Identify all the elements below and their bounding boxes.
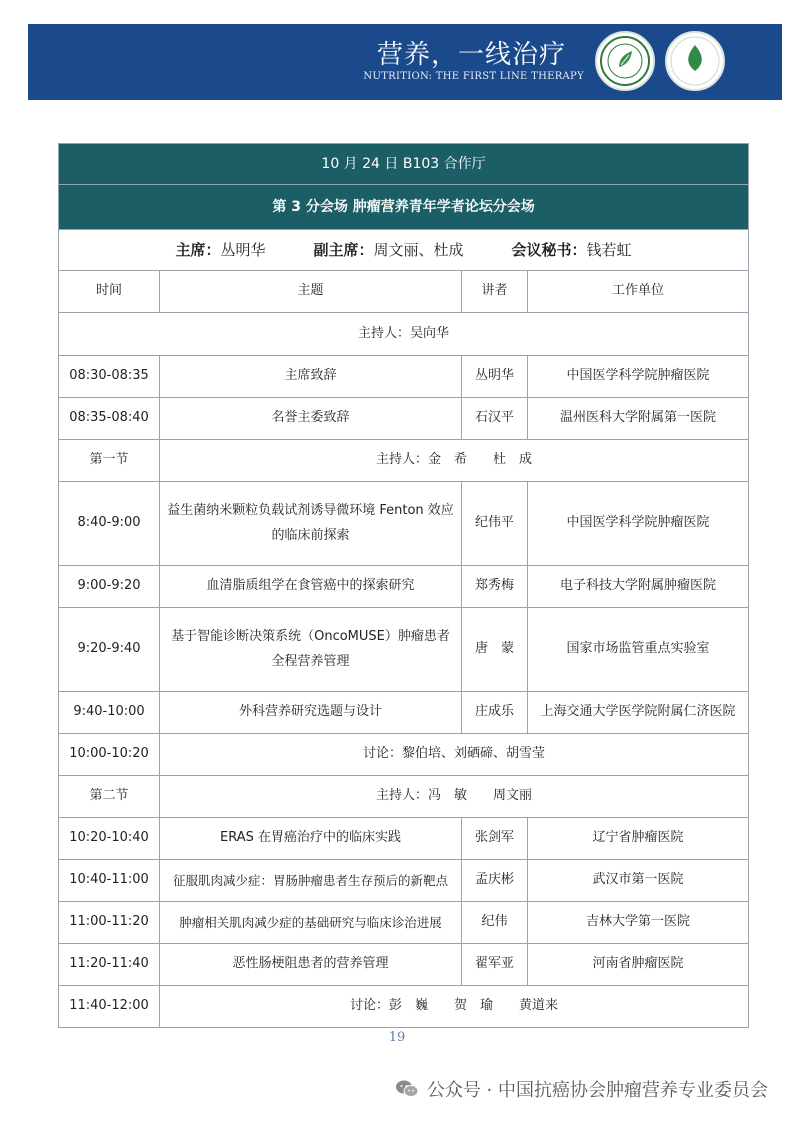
talk-time: 9:40-10:00 xyxy=(59,692,160,734)
talk-org: 吉林大学第一医院 xyxy=(528,902,749,944)
talk-time: 08:35-08:40 xyxy=(59,398,160,440)
table-row xyxy=(59,356,749,398)
chairs-row xyxy=(59,230,749,271)
wechat-icon xyxy=(395,1079,419,1099)
section1-label: 第一节 xyxy=(59,440,160,482)
talk-speaker: 翟军亚 xyxy=(462,944,528,986)
talk-topic: 肿瘤相关肌肉减少症的基础研究与临床诊治进展 xyxy=(160,902,462,944)
secretary-name: 钱若虹 xyxy=(586,240,632,259)
talk-org: 河南省肿瘤医院 xyxy=(528,944,749,986)
talk-speaker: 纪伟平 xyxy=(462,482,528,566)
talk-org: 中国医学科学院肿瘤医院 xyxy=(528,482,749,566)
talk-topic: 征服肌肉减少症：胃肠肿瘤患者生存预后的新靶点 xyxy=(160,860,462,902)
section-header-row xyxy=(59,440,749,482)
talk-time: 9:20-9:40 xyxy=(59,608,160,692)
talk-org: 上海交通大学医学院附属仁济医院 xyxy=(528,692,749,734)
host-main: 主持人：吴向华 xyxy=(59,313,749,356)
section2-host: 主持人：冯 敏 周文丽 xyxy=(160,776,749,818)
header-banner xyxy=(28,24,782,100)
banner-subtitle: NUTRITION: THE FIRST LINE THERAPY xyxy=(363,71,584,82)
talk-topic: 益生菌纳米颗粒负载试剂诱导微环境 Fenton 效应的临床前探索 xyxy=(160,482,462,566)
talk-org: 辽宁省肿瘤医院 xyxy=(528,818,749,860)
chair-name: 丛明华 xyxy=(220,240,266,259)
discussion-time: 11:40-12:00 xyxy=(59,986,160,1028)
talk-speaker: 丛明华 xyxy=(462,356,528,398)
table-row xyxy=(59,902,749,944)
talk-speaker: 唐 蒙 xyxy=(462,608,528,692)
discussion-panel: 讨论：彭 巍 贺 瑜 黄道来 xyxy=(160,986,749,1028)
talk-topic: 名誉主委致辞 xyxy=(160,398,462,440)
talk-speaker: 郑秀梅 xyxy=(462,566,528,608)
date-venue: 10 月 24 日 B103 合作厅 xyxy=(59,144,749,185)
host-row xyxy=(59,313,749,356)
discussion-row xyxy=(59,986,749,1028)
session-title: 第 3 分会场 肿瘤营养青年学者论坛分会场 xyxy=(59,185,749,230)
talk-speaker: 石汉平 xyxy=(462,398,528,440)
association-logo xyxy=(595,31,655,91)
talk-time: 08:30-08:35 xyxy=(59,356,160,398)
table-row xyxy=(59,566,749,608)
secretary-label: 会议秘书： xyxy=(511,240,587,259)
talk-time: 8:40-9:00 xyxy=(59,482,160,566)
table-row xyxy=(59,860,749,902)
col-header-speaker: 讲者 xyxy=(462,271,528,313)
talk-speaker: 庄成乐 xyxy=(462,692,528,734)
col-header-org: 工作单位 xyxy=(528,271,749,313)
column-header-row xyxy=(59,271,749,313)
table-row xyxy=(59,818,749,860)
section1-host: 主持人：金 希 杜 成 xyxy=(160,440,749,482)
watermark-text: 公众号 · 中国抗癌协会肿瘤营养专业委员会 xyxy=(426,1080,768,1101)
talk-topic: ERAS 在胃癌治疗中的临床实践 xyxy=(160,818,462,860)
talk-time: 11:20-11:40 xyxy=(59,944,160,986)
talk-speaker: 纪伟 xyxy=(462,902,528,944)
talk-time: 11:00-11:20 xyxy=(59,902,160,944)
section2-label: 第二节 xyxy=(59,776,160,818)
talk-topic: 恶性肠梗阻患者的营养管理 xyxy=(160,944,462,986)
talk-time: 10:40-11:00 xyxy=(59,860,160,902)
table-row xyxy=(59,482,749,566)
table-row xyxy=(59,398,749,440)
col-header-topic: 主题 xyxy=(160,271,462,313)
talk-speaker: 孟庆彬 xyxy=(462,860,528,902)
talk-org: 国家市场监管重点实验室 xyxy=(528,608,749,692)
vice-chair-names: 周文丽、杜成 xyxy=(373,240,464,259)
talk-topic: 主席致辞 xyxy=(160,356,462,398)
banner-title: 营养，一线治疗 xyxy=(376,40,566,70)
talk-org: 温州医科大学附属第一医院 xyxy=(528,398,749,440)
talk-org: 武汉市第一医院 xyxy=(528,860,749,902)
table-row xyxy=(59,608,749,692)
talk-speaker: 张剑军 xyxy=(462,818,528,860)
vice-chair-label: 副主席： xyxy=(313,240,374,259)
discussion-panel: 讨论：黎伯培、刘硒碲、胡雪莹 xyxy=(160,734,749,776)
talk-time: 9:00-9:20 xyxy=(59,566,160,608)
schedule-table-wrapper xyxy=(58,143,748,1028)
section-header-row xyxy=(59,776,749,818)
talk-topic: 外科营养研究选题与设计 xyxy=(160,692,462,734)
page-number: 19 xyxy=(388,1030,406,1045)
discussion-row xyxy=(59,734,749,776)
schedule-table xyxy=(58,143,749,1028)
table-row xyxy=(59,944,749,986)
talk-org: 电子科技大学附属肿瘤医院 xyxy=(528,566,749,608)
talk-org: 中国医学科学院肿瘤医院 xyxy=(528,356,749,398)
wechat-watermark xyxy=(395,1076,768,1102)
table-row xyxy=(59,692,749,734)
col-header-time: 时间 xyxy=(59,271,160,313)
talk-topic: 基于智能诊断决策系统（OncoMUSE）肿瘤患者全程营养管理 xyxy=(160,608,462,692)
chair-label: 主席： xyxy=(175,240,221,259)
talk-topic: 血清脂质组学在食管癌中的探索研究 xyxy=(160,566,462,608)
discussion-time: 10:00-10:20 xyxy=(59,734,160,776)
fit-logo xyxy=(665,31,725,91)
talk-time: 10:20-10:40 xyxy=(59,818,160,860)
